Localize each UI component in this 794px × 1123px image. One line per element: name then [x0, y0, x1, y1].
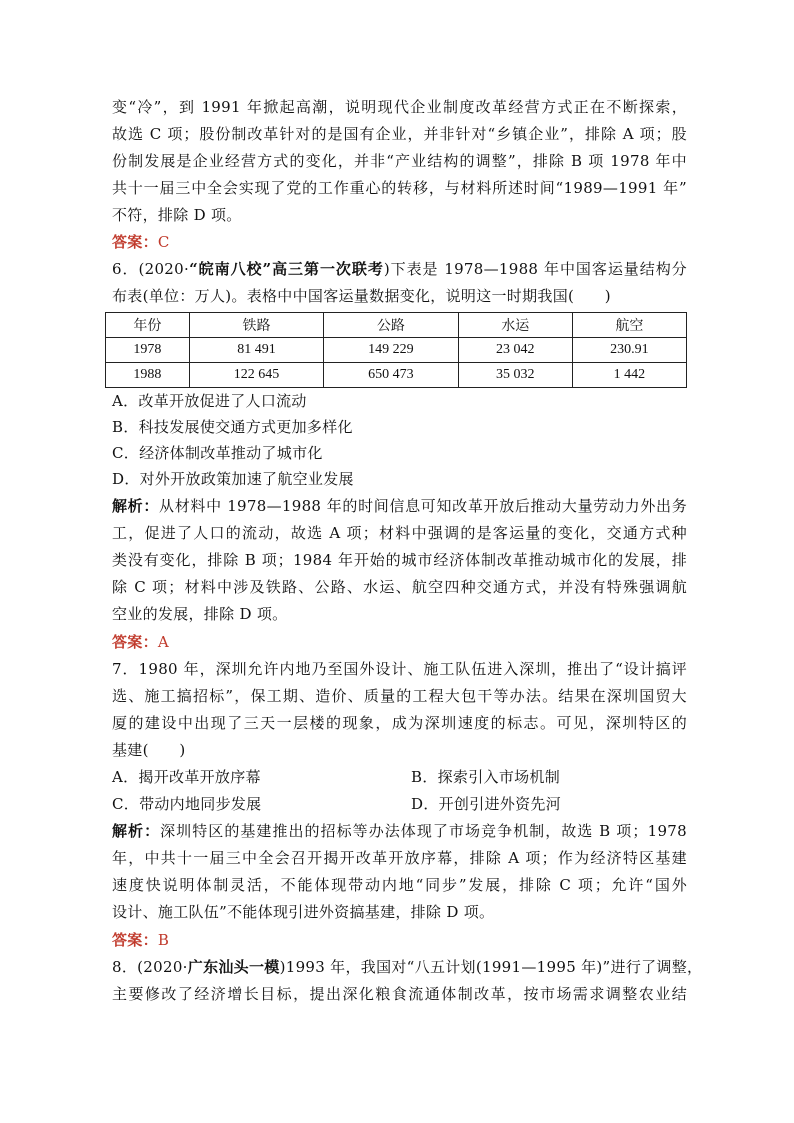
q7-analysis-line: 速度快说明体制灵活，不能体现带动内地“同步”发展，排除 C 项；允许“国外 [112, 876, 687, 894]
q6-analysis-line: 空业的发展，排除 D 项。 [112, 605, 288, 623]
q6-number: 6． [112, 260, 139, 278]
answer-label: 答案： [112, 931, 158, 949]
q7-stem-line: 基建( ) [112, 741, 186, 759]
q7-analysis-line1 [112, 821, 687, 841]
table-cell: 1 442 [572, 363, 686, 388]
q6-stem-rest: )下表是 1978—1988 年中国客运量结构分 [383, 260, 687, 278]
answer-label: 答案： [112, 633, 158, 651]
table-row [106, 363, 687, 388]
prev-analysis-line: 变“冷”，到 1991 年掀起高潮，说明现代企业制度改革经营方式正在不断探索， [112, 98, 687, 116]
q6-analysis-line1 [112, 496, 687, 516]
prev-analysis-line: 份制发展是企业经营方式的变化，并非“产业结构的调整”，排除 B 项 1978 年中 [112, 152, 687, 170]
q7-option-b: B．探索引入市场机制 [411, 768, 561, 786]
prev-answer [112, 232, 687, 252]
table-cell: 35 032 [458, 363, 572, 388]
table-header-cell: 铁路 [189, 313, 323, 338]
q6-option-d: D．对外开放政策加速了航空业发展 [112, 470, 354, 488]
table-row [106, 338, 687, 363]
answer-value: B [157, 931, 170, 949]
q8-stem-rest: )1993 年，我国对“八五计划(1991—1995 年)”进行了调整， [279, 958, 703, 976]
answer-value: C [157, 233, 170, 251]
table-cell: 1988 [106, 363, 190, 388]
q6-analysis-line: 类没有变化，排除 B 项；1984 年开始的城市经济体制改革推动城市化的发展，排 [112, 551, 687, 569]
q6-source: “皖南八校”高三第一次联考 [189, 260, 384, 278]
table-header-cell: 航空 [572, 313, 686, 338]
q7-option-c: C．带动内地同步发展 [112, 795, 262, 813]
q6-option-b: B．科技发展使交通方式更加多样化 [112, 418, 353, 436]
table-cell: 23 042 [458, 338, 572, 363]
q7-stem-line: 选、施工搞招标”，保工期、造价、质量的工程大包干等办法。结果在深圳国贸大 [112, 687, 687, 705]
q7-option-a: A．揭开改革开放序幕 [112, 768, 261, 786]
table-cell: 230.91 [572, 338, 686, 363]
table-header-cell: 水运 [458, 313, 572, 338]
q7-stem-line: 7．1980 年，深圳允许内地乃至国外设计、施工队伍进入深圳，推出了“设计搞评 [112, 660, 687, 678]
q6-analysis-line: 除 C 项；材料中涉及铁路、公路、水运、航空四种交通方式，并没有特殊强调航 [112, 578, 687, 596]
analysis-text: 从材料中 1978—1988 年的时间信息可知改革开放后推动大量劳动力外出务 [159, 497, 687, 515]
table-cell: 122 645 [189, 363, 323, 388]
q8-stem-line1 [112, 957, 703, 977]
prev-analysis-line: 共十一届三中全会实现了党的工作重心的转移，与材料所述时间“1989—1991 年” [112, 179, 687, 197]
q7-options-row1 [112, 767, 687, 787]
q6-option-a: A．改革开放促进了人口流动 [112, 392, 307, 410]
passenger-transport-table [105, 312, 687, 388]
q7-analysis-line: 设计、施工队伍”不能体现引进外资搞基建，排除 D 项。 [112, 903, 495, 921]
table-cell: 1978 [106, 338, 190, 363]
q6-answer [112, 632, 687, 652]
q8-source: 广东汕头一模 [187, 958, 280, 976]
table-header-cell: 公路 [324, 313, 458, 338]
table-cell: 81 491 [189, 338, 323, 363]
q7-analysis-line: 年，中共十一届三中全会召开揭开改革开放序幕，排除 A 项；作为经济特区基建 [112, 849, 687, 867]
q6-option-c: C．经济体制改革推动了城市化 [112, 444, 323, 462]
q6-stem-line2: 布表(单位：万人)。表格中中国客运量数据变化，说明这一时期我国( ) [112, 287, 611, 305]
table-header-row [106, 313, 687, 338]
answer-label: 答案： [112, 233, 158, 251]
table-header-cell: 年份 [106, 313, 190, 338]
q7-stem-line: 厦的建设中出现了三天一层楼的现象，成为深圳速度的标志。可见，深圳特区的 [112, 714, 687, 732]
q7-answer [112, 930, 687, 950]
q6-analysis-line: 工，促进了人口的流动，故选 A 项；材料中强调的是客运量的变化，交通方式种 [112, 524, 687, 542]
table-cell: 149 229 [324, 338, 458, 363]
prev-analysis-line: 故选 C 项；股份制改革针对的是国有企业，并非针对“乡镇企业”，排除 A 项；股 [112, 125, 687, 143]
q6-stem-line1 [112, 259, 687, 279]
q8-source-pre: (2020· [137, 958, 188, 976]
analysis-label: 解析： [112, 497, 160, 515]
q8-stem-line2: 主要修改了经济增长目标，提出深化粮食流通体制改革，按市场需求调整农业结 [112, 985, 687, 1003]
analysis-label: 解析： [112, 822, 161, 840]
answer-value: A [157, 633, 170, 651]
prev-analysis-line: 不符，排除 D 项。 [112, 206, 242, 224]
q8-number: 8． [112, 958, 138, 976]
q6-source-pre: (2020· [138, 260, 190, 278]
analysis-text: 深圳特区的基建推出的招标等办法体现了市场竞争机制，故选 B 项；1978 [160, 822, 687, 840]
table-cell: 650 473 [324, 363, 458, 388]
q7-options-row2 [112, 794, 687, 814]
q7-option-d: D．开创引进外资先河 [411, 795, 562, 813]
